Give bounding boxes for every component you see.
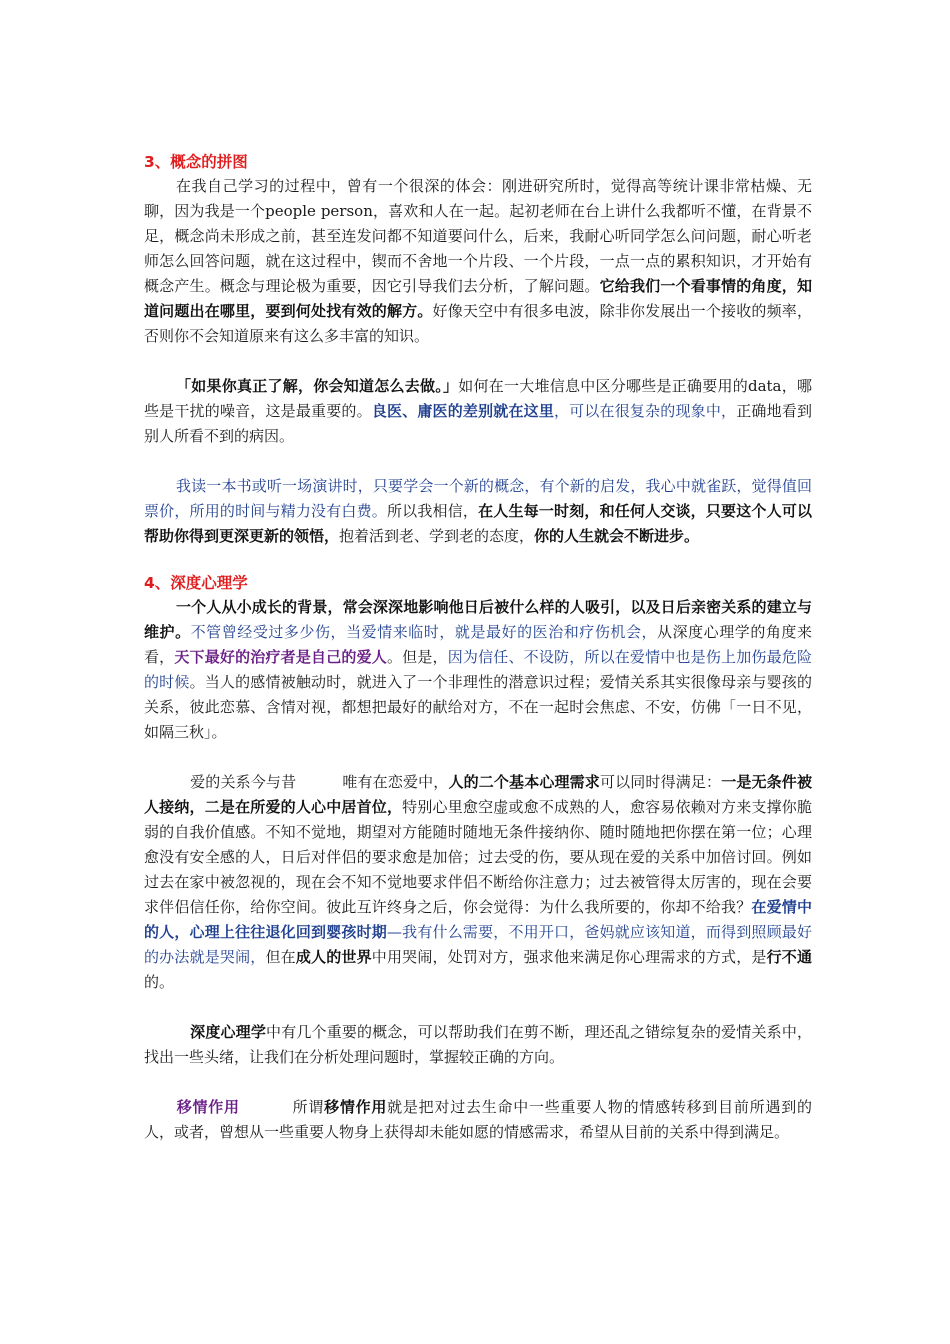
bold-quote-run: 「如果你真正了解，你会知道怎么去做。」 — [176, 377, 459, 395]
text-run: 。但是， — [386, 648, 448, 666]
bold-text-run: 它给我们一个看事情的角度，知道问题出在哪里，要到何处找有效的解方。 — [144, 277, 812, 320]
blue-text-run: 我读一本书或听一场演讲时，只要学会一个新的概念，有个新的启发，我心中就雀跃，觉得值回票价，所用的时间与精力没有白费。 — [144, 477, 812, 520]
text-run: 特别心里愈空虚或愈不成熟的人，愈容易依赖对方来支撑你脆弱的自我价值感。不知不觉地，期望对方能随时随地无条件接纳你、随时随地把你摆在第一位；心理愈没有安全感的人，日后对伴侣的要求愈是加倍；过去受的伤，要从现在爱的关系中加倍讨回。例如过去在家中被忽视的，现在会不知不觉地要求伴侣不断给你注意力；过去被管得太厉害的，现在会要求伴侣信任你，给你空间。彼此互许终身之后，你会觉得：为什么我所要的，你却不给我？ — [144, 798, 812, 916]
text-run: 中有几个重要的概念，可以帮助我们在剪不断，理还乱之错综复杂的爱情关系中，找出一些头绪，让我们在分析处理问题时，掌握较正确的方向。 — [144, 1023, 812, 1066]
bold-text-run: 一是无条件被人接纳，二是在所爱的人心中居首位， — [144, 773, 812, 816]
bold-text-run: 成人的世界 — [295, 948, 372, 966]
paragraph-spacer — [144, 995, 812, 1020]
section-4-paragraph-1 — [144, 595, 812, 745]
text-run: 抱着活到老、学到老的态度， — [339, 527, 535, 545]
text-run: 好像天空中有很多电波，除非你发展出一个接收的频率，否则你不会知道原来有这么多丰富的知识。 — [144, 302, 812, 345]
document-page — [144, 150, 812, 1145]
text-run: 中用哭闹，处罚对方，强求他来满足你心理需求的方式，是 — [371, 948, 767, 966]
section-spacer — [144, 549, 812, 571]
section-3-paragraph-3 — [144, 474, 812, 549]
text-run: 唯有在恋爱中， — [342, 773, 449, 791]
section-4-heading: 4、深度心理学 — [144, 574, 248, 592]
bold-text-run: 深度心理学 — [190, 1023, 267, 1041]
inline-subheading: 爱的关系今与昔 — [190, 773, 297, 791]
blue-bold-text-run: 良医、庸医的差别就在这里 — [371, 402, 554, 420]
bold-text-run: 在人生每一时刻，和任何人交谈，只要这个人可以帮助你得到更深更新的领悟， — [144, 502, 812, 545]
section-4-paragraph-4 — [144, 1095, 812, 1145]
text-run: 所谓 — [291, 1098, 325, 1116]
text-run: 在我自己学习的过程中，曾有一个很深的体会：刚进研究所时，觉得高等统计课非常枯燥、无聊，因为我是一个people person，喜欢和人在一起。起初老师在台上讲什么我都听不懂，在背景不足，概念尚未形成之前，甚至连发问都不知道要问什么，后来，我耐心听同学怎么问问题，耐心听老师怎么回答问题，就在这过程中，锲而不舍地一个片段、一个片段，一点一点的累积知识，才开始有概念产生。概念与理论极为重要，因它引导我们去分析，了解问题。 — [144, 177, 812, 295]
paragraph-spacer — [144, 1070, 812, 1095]
section-3-heading: 3、概念的拼图 — [144, 153, 248, 171]
bold-text-run: 移情作用 — [324, 1098, 388, 1116]
section-3-paragraph-2 — [144, 374, 812, 449]
text-run: 。当人的感情被触动时，就进入了一个非理性的潜意识过程；爱情关系其实很像母亲与婴孩的关系，彼此恋慕、含情对视，都想把最好的献给对方，不在一起时会焦虑、不安，仿佛「一日不见，如隔三秋」。 — [144, 673, 812, 741]
section-3-paragraph-1 — [144, 174, 812, 349]
bold-text-run: 人的二个基本心理需求 — [448, 773, 600, 791]
paragraph-spacer — [144, 349, 812, 374]
section-4-paragraph-2 — [144, 770, 812, 995]
text-run: 从深度心理学的角度来看， — [144, 623, 812, 666]
text-run: 如何在一大堆信息中区分哪些是正确要用的data，哪些是干扰的噪音，这是最重要的。 — [144, 377, 812, 420]
blue-text-run: 不管曾经受过多少伤，当爱情来临时，就是最好的医治和疗伤机会， — [190, 623, 658, 641]
bold-text-run: 你的人生就会不断进步。 — [534, 527, 700, 545]
bold-text-run: 一个人从小成长的背景，常会深深地影响他日后被什么样的人吸引，以及日后亲密关系的建立与维护。 — [144, 598, 812, 641]
blue-text-run: —我有什么需要，不用开口，爸妈就应该知道，而得到照顾最好的办法就是哭闹， — [144, 923, 812, 966]
paragraph-spacer — [144, 449, 812, 474]
text-run: 可以同时得满足： — [599, 773, 722, 791]
blue-text-run: ，可以在很复杂的现象中， — [554, 402, 737, 420]
blue-bold-text-run: 在爱情中的人，心理上往往退化回到婴孩时期 — [144, 898, 812, 941]
text-run: 的。 — [144, 973, 175, 991]
paragraph-spacer — [144, 745, 812, 770]
inline-subheading: 移情作用 — [176, 1098, 240, 1116]
text-run: 所以我相信， — [386, 502, 479, 520]
text-run: 但在 — [265, 948, 296, 966]
bold-text-run: 行不通 — [766, 948, 812, 966]
text-run: 就是把对过去生命中一些重要人物的情感转移到目前所遇到的人，或者，曾想从一些重要人物身上获得却未能如愿的情感需求，希望从目前的关系中得到满足。 — [144, 1098, 812, 1141]
blue-text-run: 因为信任、不设防，所以在爱情中也是伤上加伤最危险的时候 — [144, 648, 812, 691]
section-4-paragraph-3 — [144, 1020, 812, 1070]
purple-bold-text-run: 天下最好的治疗者是自己的爱人 — [174, 648, 387, 666]
text-run: 正确地看到别人所看不到的病因。 — [144, 402, 812, 445]
